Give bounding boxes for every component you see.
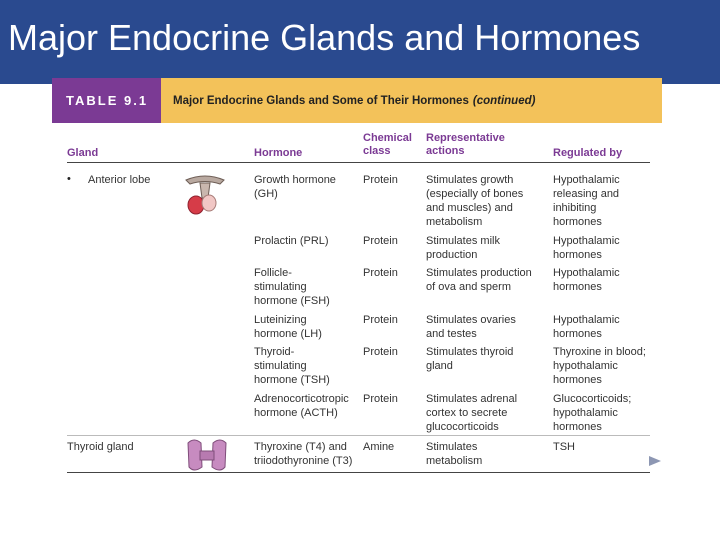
row-1-actions-line: production [426, 249, 478, 261]
table-header-band [52, 78, 662, 123]
row-4-regulated [553, 345, 646, 387]
row-2-regulated [553, 266, 620, 294]
row-5-actions-line: Stimulates adrenal [426, 393, 518, 405]
row-5-regulated-line: hypothalamic [553, 407, 618, 419]
row-0-actions-line: Stimulates growth [426, 174, 514, 186]
row-4-actions-line: gland [426, 360, 453, 372]
row-3-regulated-line: hormones [553, 328, 602, 340]
row-2-regulated-line: hormones [553, 281, 602, 293]
row-0-regulated [553, 173, 620, 229]
group-rule [67, 435, 650, 436]
row-4-regulated-line: hormones [553, 374, 602, 386]
row-6-actions-line: Stimulates [426, 441, 478, 453]
row-0-regulated-line: Hypothalamic [553, 174, 620, 186]
row-6-regulated-line: TSH [553, 441, 575, 453]
row-1-regulated-line: hormones [553, 249, 602, 261]
row-4-hormone [254, 345, 330, 387]
row-6-regulated [553, 440, 575, 454]
header-regulated-by: Regulated by [553, 147, 623, 159]
row-5-class: Protein [363, 393, 398, 405]
caption-text: Major Endocrine Glands and Some of Their Hormones [173, 94, 469, 107]
table-caption [161, 78, 662, 123]
row-6-hormone-line: triiodothyronine (T3) [254, 455, 353, 467]
header-representative-actions [426, 132, 505, 158]
thyroid-gland-illustration [184, 437, 230, 473]
header-chemical-line1: Chemical [363, 132, 412, 144]
gland-anterior-lobe: Anterior lobe [88, 174, 151, 186]
continue-arrow-icon [649, 456, 661, 466]
row-3-class: Protein [363, 314, 398, 326]
table-tag: TABLE 9.1 [52, 78, 161, 123]
row-4-hormone-line: stimulating [254, 360, 307, 372]
row-3-hormone-line: hormone (LH) [254, 328, 322, 340]
header-actions-line1: Representative [426, 132, 505, 144]
slide-title: Major Endocrine Glands and Hormones [8, 17, 641, 58]
row-3-hormone [254, 313, 322, 341]
row-6-actions [426, 440, 482, 468]
row-5-regulated [553, 392, 631, 434]
row-5-regulated-line: Glucocorticoids; [553, 393, 632, 405]
row-4-regulated-line: hypothalamic [553, 360, 618, 372]
table-bottom-rule [67, 472, 650, 473]
header-gland: Gland [67, 147, 99, 159]
row-0-hormone-line: (GH) [254, 188, 278, 200]
bullet-anterior-lobe: • [67, 173, 71, 185]
header-actions-line2: actions [426, 145, 465, 157]
row-2-actions-line: Stimulates production [426, 267, 532, 279]
gland-thyroid: Thyroid gland [67, 441, 134, 453]
row-2-hormone [254, 266, 330, 308]
row-2-regulated-line: Hypothalamic [553, 267, 620, 279]
row-5-regulated-line: hormones [553, 421, 602, 433]
row-5-hormone [254, 392, 349, 420]
row-1-class: Protein [363, 235, 398, 247]
row-0-regulated-line: releasing and [553, 188, 620, 200]
row-3-actions-line: Stimulates ovaries [426, 314, 516, 326]
row-3-actions-line: and testes [426, 328, 477, 340]
table-9-1 [52, 78, 662, 123]
row-3-actions [426, 313, 516, 341]
row-2-hormone-line: hormone (FSH) [254, 295, 330, 307]
row-1-hormone-line: Prolactin (PRL) [254, 235, 329, 247]
row-3-hormone-line: Luteinizing [254, 314, 307, 326]
row-0-regulated-line: hormones [553, 216, 602, 228]
row-0-class: Protein [363, 174, 398, 186]
row-3-regulated [553, 313, 620, 341]
pituitary-gland-illustration [182, 172, 228, 218]
row-2-actions-line: of ova and sperm [426, 281, 511, 293]
row-4-actions [426, 345, 513, 373]
row-3-regulated-line: Hypothalamic [553, 314, 620, 326]
row-1-actions-line: Stimulates milk [426, 235, 500, 247]
row-4-class: Protein [363, 346, 398, 358]
header-chemical-class [363, 132, 412, 158]
row-5-actions-line: glucocorticoids [426, 421, 499, 433]
row-2-class: Protein [363, 267, 398, 279]
caption-suffix: (continued) [472, 94, 536, 107]
row-0-hormone-line: Growth hormone [254, 174, 336, 186]
header-rule [67, 162, 650, 163]
row-6-actions-line: metabolism [426, 455, 483, 467]
row-6-hormone [254, 440, 352, 468]
row-0-actions-line: metabolism [426, 216, 483, 228]
row-4-hormone-line: hormone (TSH) [254, 374, 330, 386]
row-1-hormone [254, 234, 329, 248]
row-6-class: Amine [363, 441, 395, 453]
row-5-hormone-line: hormone (ACTH) [254, 407, 338, 419]
row-4-actions-line: Stimulates thyroid [426, 346, 514, 358]
row-5-actions-line: cortex to secrete [426, 407, 508, 419]
row-0-actions [426, 173, 523, 229]
row-2-actions [426, 266, 532, 294]
row-4-hormone-line: Thyroid- [254, 346, 295, 358]
row-0-hormone [254, 173, 336, 201]
row-5-hormone-line: Adrenocorticotropic [254, 393, 349, 405]
row-5-actions [426, 392, 517, 434]
row-1-regulated-line: Hypothalamic [553, 235, 620, 247]
row-0-actions-line: and muscles) and [426, 202, 513, 214]
row-0-actions-line: (especially of bones [426, 188, 524, 200]
row-1-actions [426, 234, 500, 262]
row-0-regulated-line: inhibiting [553, 202, 597, 214]
header-hormone: Hormone [254, 147, 303, 159]
row-1-regulated [553, 234, 620, 262]
header-chemical-line2: class [363, 145, 391, 157]
row-4-regulated-line: Thyroxine in blood; [553, 346, 646, 358]
row-6-hormone-line: Thyroxine (T4) and [254, 441, 347, 453]
row-2-hormone-line: Follicle- [254, 267, 292, 279]
row-2-hormone-line: stimulating [254, 281, 307, 293]
